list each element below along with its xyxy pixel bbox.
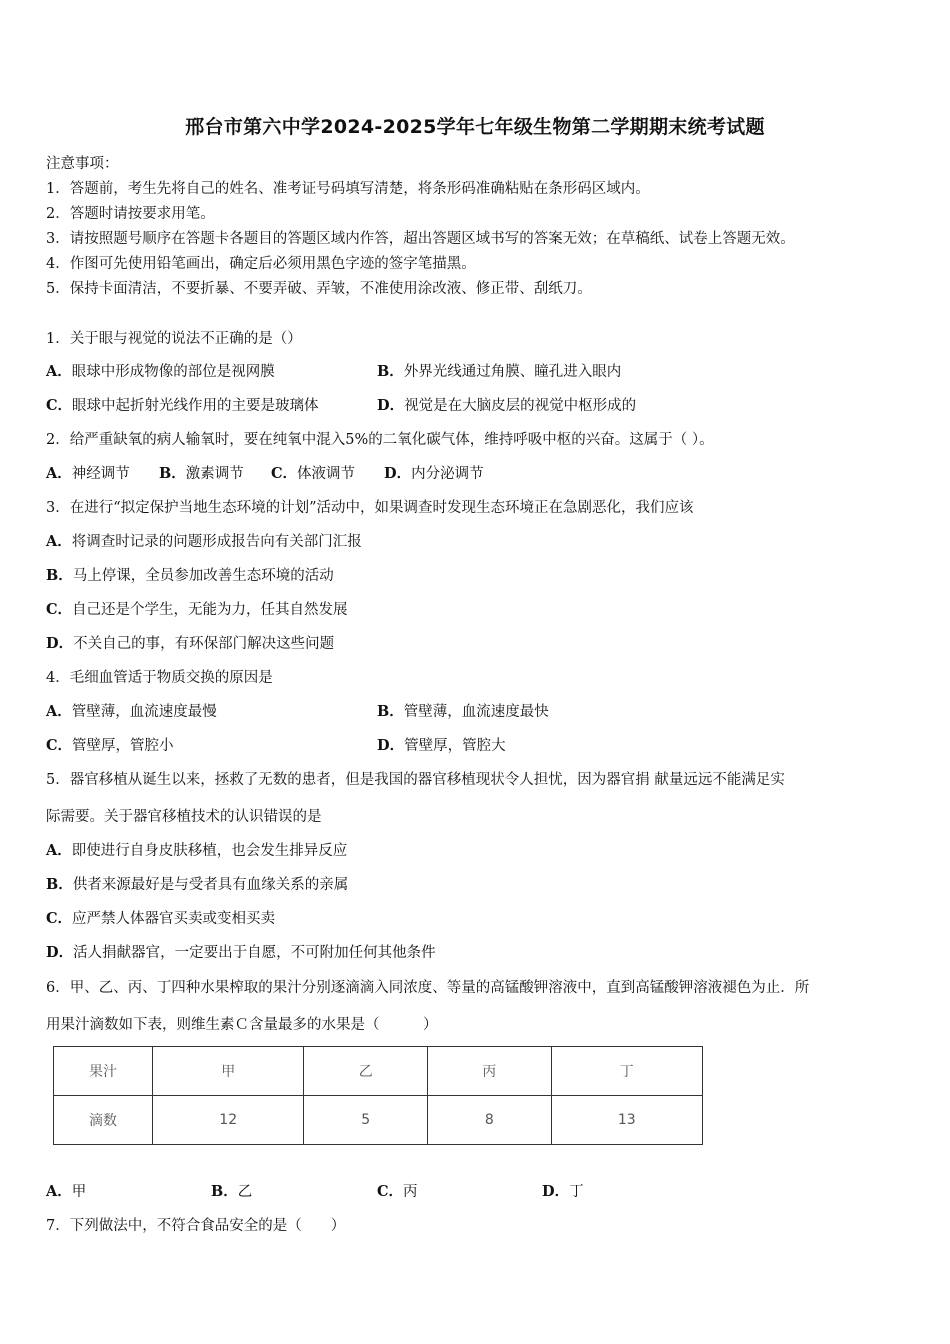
q5-option-d: D．活人捐献器官，一定要出于自愿，不可附加任何其他条件 — [46, 944, 436, 961]
table-row — [54, 1047, 703, 1096]
question-6-stem: 6．甲、乙、丙、丁四种水果榨取的果汁分别逐滴滴入同浓度、等量的高锰酸钾溶液中，直到高锰酸钾溶液褪色为止．所 — [46, 980, 810, 996]
q4-option-c: C．管壁厚，管腔小 — [46, 737, 174, 754]
notice-item: 2．答题时请按要求用笔。 — [46, 206, 215, 222]
q4-option-a: A．管壁薄，血流速度最慢 — [46, 703, 217, 720]
table-cell: 12 — [153, 1096, 304, 1145]
table-cell: 丙 — [427, 1047, 551, 1096]
table-cell: 滴数 — [54, 1096, 153, 1145]
q2-option-a: A．神经调节 — [46, 465, 130, 482]
notice-item: 4．作图可先使用铅笔画出，确定后必须用黑色字迹的签字笔描黑。 — [46, 256, 476, 272]
table-cell: 甲 — [153, 1047, 304, 1096]
q6-option-d: D．丁 — [542, 1183, 584, 1200]
q2-option-d: D．内分泌调节 — [384, 465, 484, 482]
q2-option-c: C．体液调节 — [271, 465, 356, 482]
table-row — [54, 1096, 703, 1145]
q5-option-b: B．供者来源最好是与受者具有血缘关系的亲属 — [46, 876, 349, 893]
question-1-stem: 1．关于眼与视觉的说法不正确的是（） — [46, 331, 302, 347]
notice-item: 1．答题前，考生先将自己的姓名、准考证号码填写清楚，将条形码准确粘贴在条形码区域内。 — [46, 181, 650, 197]
notice-item: 3．请按照题号顺序在答题卡各题目的答题区域内作答，超出答题区域书写的答案无效；在草稿纸、试卷上答题无效。 — [46, 231, 795, 247]
table-cell: 5 — [304, 1096, 428, 1145]
question-5-stem-cont: 际需要。关于器官移植技术的认识错误的是 — [46, 809, 322, 825]
question-2-stem: 2．给严重缺氧的病人输氧时，要在纯氧中混入5%的二氧化碳气体，维持呼吸中枢的兴奋。这属于（ ）。 — [46, 432, 714, 448]
table-cell: 果汁 — [54, 1047, 153, 1096]
notice-item: 5．保持卡面清洁，不要折暴、不要弄破、弄皱，不准使用涂改液、修正带、刮纸刀。 — [46, 281, 592, 297]
juice-drops-table — [53, 1046, 703, 1145]
q4-option-b: B．管壁薄，血流速度最快 — [377, 703, 549, 720]
q3-option-d: D．不关自己的事，有环保部门解决这些问题 — [46, 635, 335, 652]
question-7-stem: 7．下列做法中，不符合食品安全的是（ ） — [46, 1218, 346, 1234]
q1-option-b: B．外界光线通过角膜、瞳孔进入眼内 — [377, 363, 622, 380]
q4-option-d: D．管壁厚，管腔大 — [377, 737, 506, 754]
q1-option-c: C．眼球中起折射光线作用的主要是玻璃体 — [46, 397, 319, 414]
q1-option-a: A．眼球中形成物像的部位是视网膜 — [46, 363, 275, 380]
question-4-stem: 4．毛细血管适于物质交换的原因是 — [46, 670, 273, 686]
q3-option-c: C．自己还是个学生，无能为力，任其自然发展 — [46, 601, 348, 618]
question-3-stem: 3．在进行“拟定保护当地生态环境的计划”活动中，如果调查时发现生态环境正在急剧恶化，我们应该 — [46, 500, 694, 516]
table-cell: 乙 — [304, 1047, 428, 1096]
table-cell: 13 — [551, 1096, 702, 1145]
q6-option-c: C．丙 — [377, 1183, 418, 1200]
q5-option-c: C．应严禁人体器官买卖或变相买卖 — [46, 910, 276, 927]
q6-option-a: A．甲 — [46, 1183, 87, 1200]
question-6-stem-cont: 用果汁滴数如下表，则维生素Ｃ含量最多的水果是（ ） — [46, 1017, 438, 1033]
table-cell: 丁 — [551, 1047, 702, 1096]
q2-option-b: B．激素调节 — [159, 465, 244, 482]
table-cell: 8 — [427, 1096, 551, 1145]
question-5-stem: 5．器官移植从诞生以来，拯救了无数的患者，但是我国的器官移植现状令人担忧，因为器官捐 献量远远不能满足实 — [46, 772, 785, 788]
notice-heading: 注意事项： — [46, 156, 119, 172]
q3-option-a: A．将调查时记录的问题形成报告向有关部门汇报 — [46, 533, 362, 550]
q3-option-b: B．马上停课，全员参加改善生态环境的活动 — [46, 567, 334, 584]
q5-option-a: A．即使进行自身皮肤移植，也会发生排异反应 — [46, 842, 348, 859]
q1-option-d: D．视觉是在大脑皮层的视觉中枢形成的 — [377, 397, 637, 414]
q6-option-b: B．乙 — [211, 1183, 253, 1200]
page-title: 邢台市第六中学2024-2025学年七年级生物第二学期期末统考试题 — [185, 116, 765, 138]
